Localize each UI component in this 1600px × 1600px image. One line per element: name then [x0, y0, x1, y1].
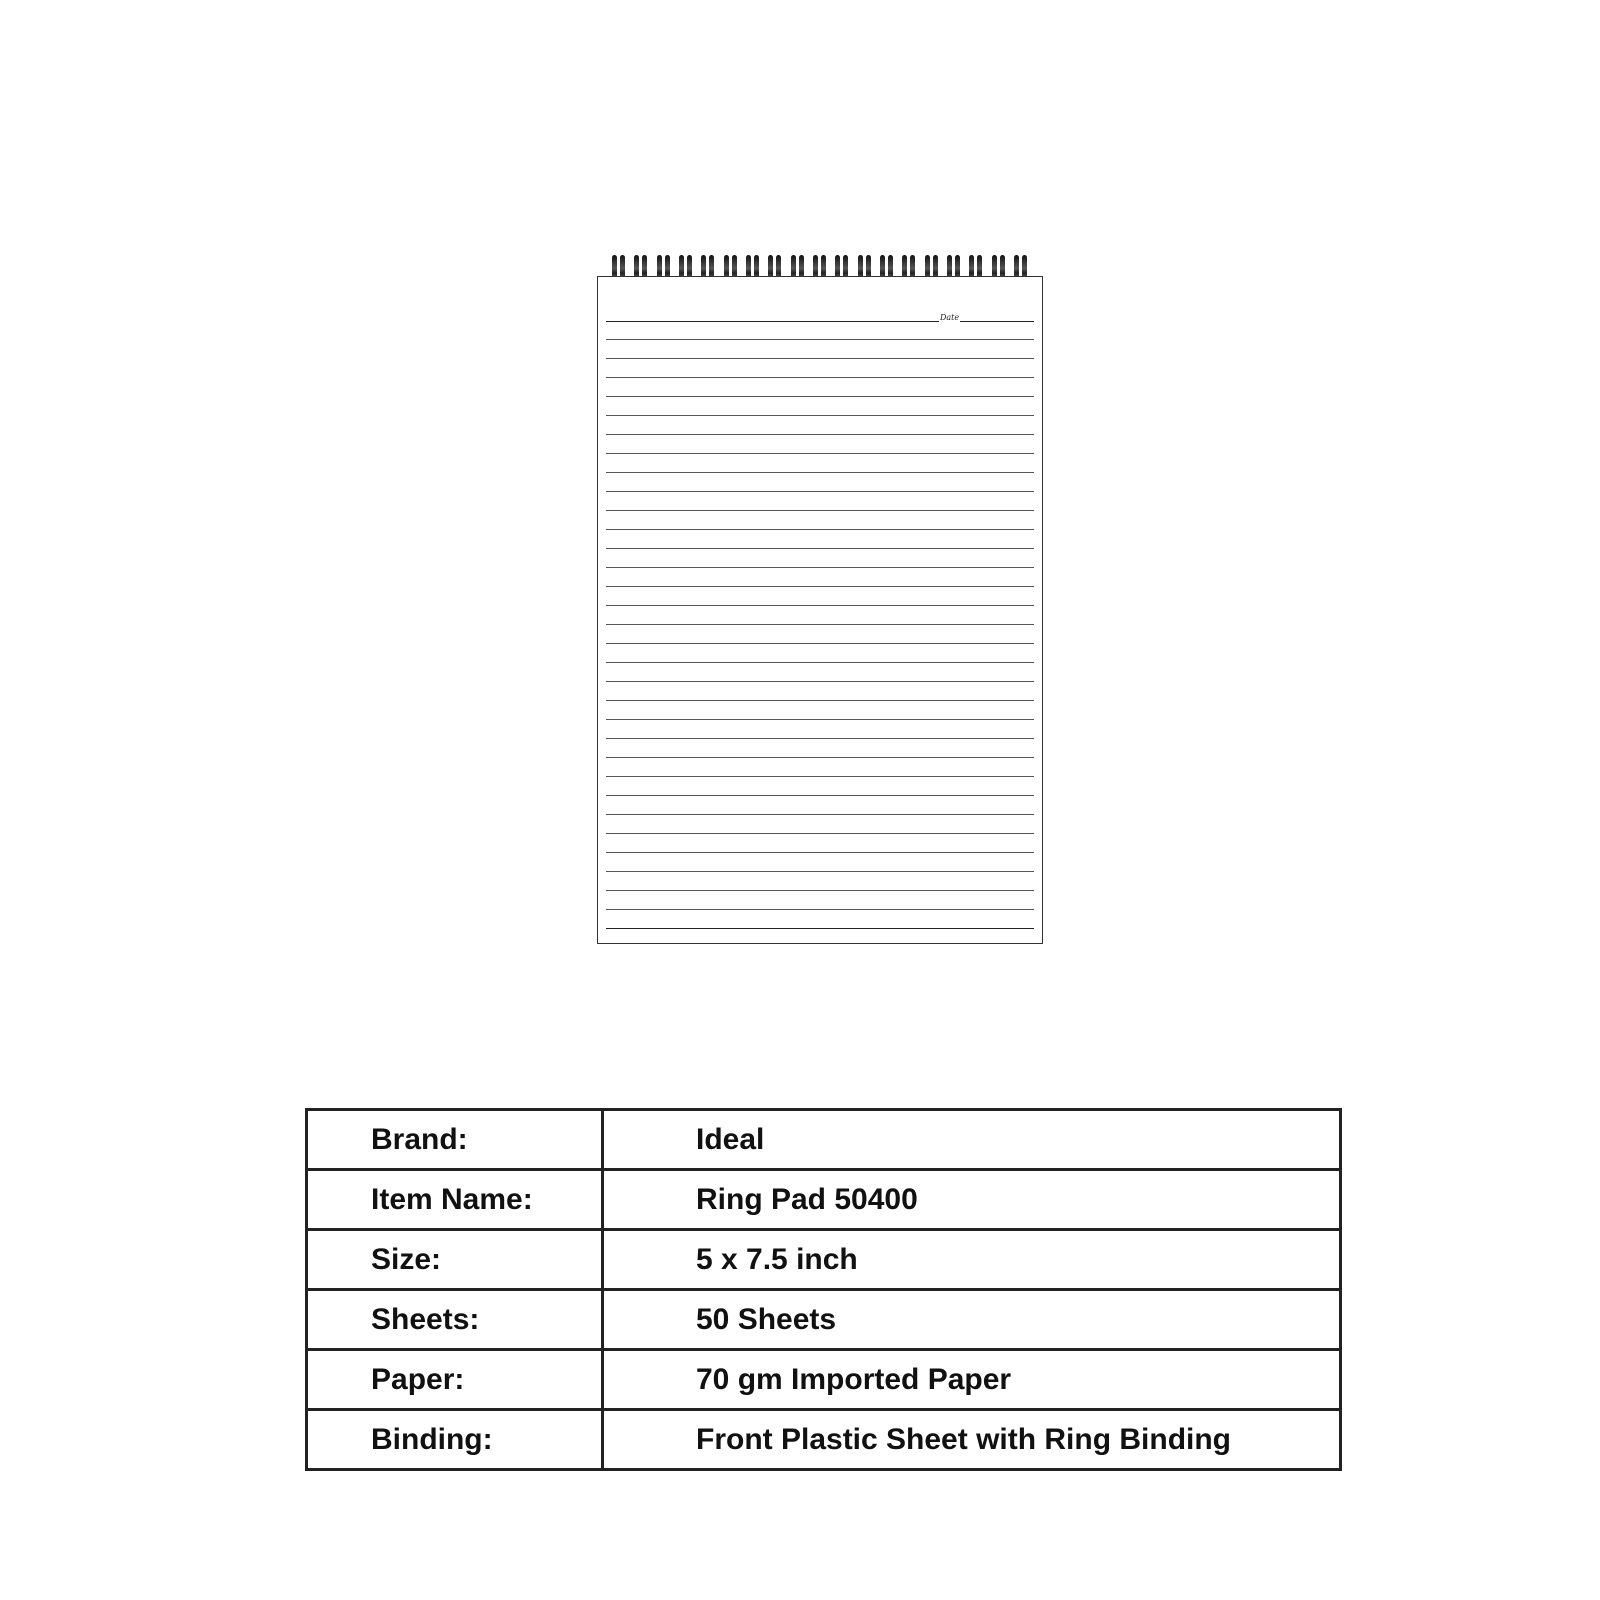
- ruled-line: [606, 700, 1034, 701]
- ruled-line: [606, 491, 1034, 492]
- ruled-line: [606, 624, 1034, 625]
- ruled-line: [606, 586, 1034, 587]
- ruled-line: [606, 909, 1034, 910]
- ruled-line: [606, 757, 1034, 758]
- spec-value: Ring Pad 50400: [603, 1170, 1341, 1230]
- ruled-line: [606, 339, 1034, 340]
- spec-row-paper: [307, 1350, 1341, 1410]
- spec-value: Front Plastic Sheet with Ring Binding: [603, 1410, 1341, 1470]
- ruled-line: [606, 643, 1034, 644]
- spec-row-brand: [307, 1110, 1341, 1170]
- ruled-lines: [606, 339, 1034, 939]
- spec-row-sheets: [307, 1290, 1341, 1350]
- ruled-line: [606, 776, 1034, 777]
- spec-value: 50 Sheets: [603, 1290, 1341, 1350]
- date-header-row: [606, 313, 1034, 323]
- ruled-line: [606, 453, 1034, 454]
- ruled-line: [606, 890, 1034, 891]
- spec-label: Paper:: [307, 1350, 603, 1410]
- spec-row-binding: [307, 1410, 1341, 1470]
- spec-label: Binding:: [307, 1410, 603, 1470]
- ruled-line: [606, 681, 1034, 682]
- ruled-line: [606, 529, 1034, 530]
- ruled-line: [606, 510, 1034, 511]
- spec-row-size: [307, 1230, 1341, 1290]
- ruled-line: [606, 377, 1034, 378]
- ruled-line: [606, 434, 1034, 435]
- ruled-line: [606, 605, 1034, 606]
- spec-value: Ideal: [603, 1110, 1341, 1170]
- ruled-line: [606, 738, 1034, 739]
- header-line: [606, 321, 939, 322]
- ruled-line: [606, 852, 1034, 853]
- ruled-line: [606, 833, 1034, 834]
- ruled-line: [606, 358, 1034, 359]
- ruled-line: [606, 871, 1034, 872]
- spec-label: Item Name:: [307, 1170, 603, 1230]
- ruled-line: [606, 415, 1034, 416]
- ruled-line: [606, 795, 1034, 796]
- spec-label: Brand:: [307, 1110, 603, 1170]
- ruled-line: [606, 396, 1034, 397]
- spec-value: 70 gm Imported Paper: [603, 1350, 1341, 1410]
- ruled-line: [606, 548, 1034, 549]
- ruled-line: [606, 662, 1034, 663]
- date-line: [960, 321, 1034, 322]
- ruled-line: [606, 472, 1034, 473]
- spec-row-item-name: [307, 1170, 1341, 1230]
- ruled-line: [606, 814, 1034, 815]
- date-label: Date: [940, 313, 960, 322]
- spec-table: [305, 1108, 1342, 1471]
- spec-label: Size:: [307, 1230, 603, 1290]
- ruled-line: [606, 928, 1034, 929]
- spec-label: Sheets:: [307, 1290, 603, 1350]
- spec-value: 5 x 7.5 inch: [603, 1230, 1341, 1290]
- ruled-line: [606, 719, 1034, 720]
- notepad-image: [597, 276, 1043, 944]
- ruled-line: [606, 567, 1034, 568]
